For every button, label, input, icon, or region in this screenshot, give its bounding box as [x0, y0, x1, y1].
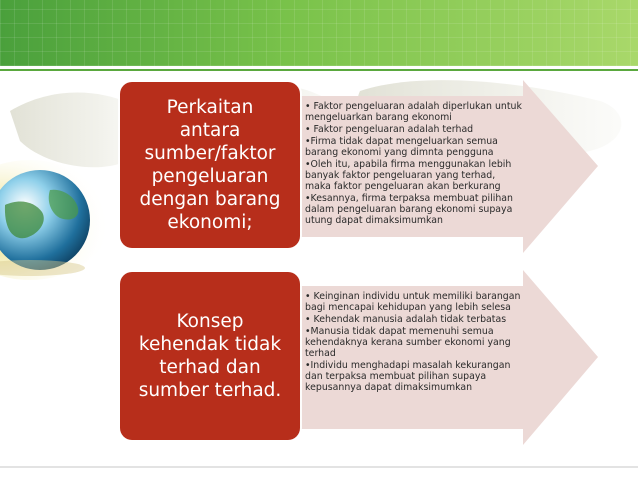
point-item: •Firma tidak dapat mengeluarkan semua barang ekonomi yang dimnta pengguna [305, 135, 498, 158]
point-item: • Kehendak manusia adalah tidak terbatas [305, 313, 507, 325]
heading-text-row-1: Perkaitan antara sumber/faktor pengeluaran dengan barang ekonomi; [139, 97, 281, 233]
footer-rule [0, 466, 638, 468]
heading-box-row-2 [120, 272, 300, 440]
point-item: • Keinginan individu untuk memiliki barangan bagi mencapai kehidupan yang lebih selesa [305, 291, 521, 314]
globe-icon [0, 150, 120, 280]
points-list-row-2 [305, 291, 555, 394]
points-list-row-1 [305, 101, 555, 227]
point-item: •Oleh itu, apabila firma menggunakan lebih banyak faktor pengeluaran yang terhad, maka faktor pengeluaran akan berkurang [305, 158, 512, 192]
point-item: • Faktor pengeluaran adalah terhad [305, 123, 474, 135]
point-item: •Manusia tidak dapat memenuhi semua kehendaknya kerana sumber ekonomi yang terhad [305, 325, 511, 360]
point-item: •Individu menghadapi masalah kekurangan dan terpaksa membuat pilihan supaya kepusannya dapat dimaksimumkan [305, 359, 511, 394]
point-item: • Faktor pengeluaran adalah diperlukan untuk mengeluarkan barang ekonomi [305, 101, 522, 124]
point-item: •Kesannya, firma terpaksa membuat pilihan dalam pengeluaran barang ekonomi supaya utung dapat dimaksimumkan [305, 192, 513, 227]
header-band [0, 0, 638, 66]
heading-text-row-2: Konsep kehendak tidak terhad dan sumber terhad. [138, 311, 282, 401]
heading-box-row-1 [120, 82, 300, 248]
